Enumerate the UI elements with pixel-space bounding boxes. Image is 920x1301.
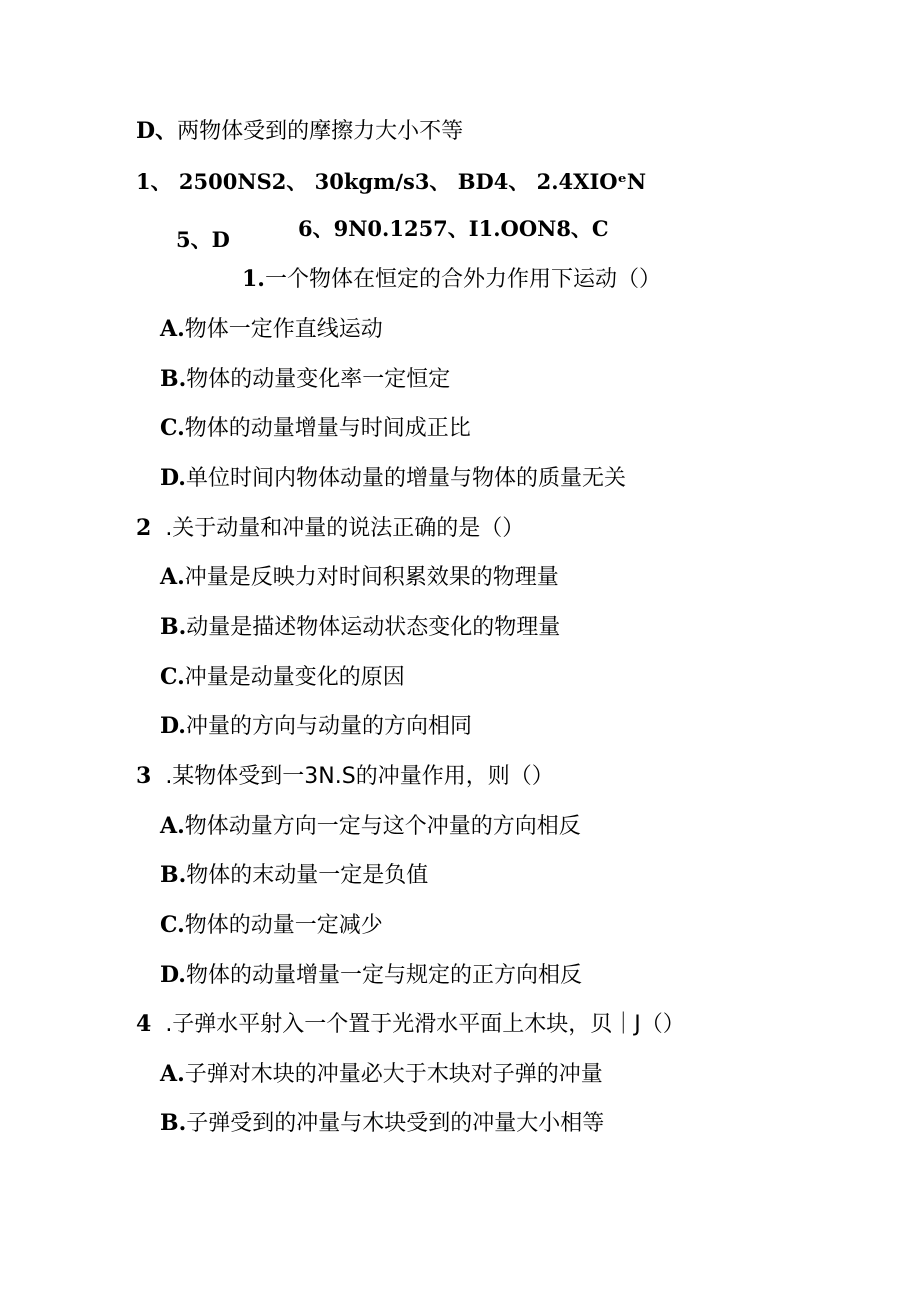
question-3-option-a (160, 813, 581, 840)
option-text: 子弹对木块的冲量必大于木块对子弹的冲量 (184, 1062, 603, 1087)
option-letter: D. (160, 962, 186, 988)
option-letter: C. (160, 664, 185, 690)
question-2-option-b (160, 614, 560, 641)
option-letter: D. (160, 713, 186, 739)
question-2-option-a (160, 564, 559, 591)
question-number: 4 (136, 1011, 152, 1037)
question-text: .子弹水平射入一个置于光滑水平面上木块，贝｜J（） (165, 1012, 685, 1037)
question-1-option-a (160, 316, 383, 343)
option-text: 两物体受到的摩擦力大小不等 (177, 119, 464, 144)
question-4-stem (136, 1011, 685, 1038)
option-text: 物体一定作直线运动 (184, 317, 383, 342)
option-text: 冲量是动量变化的原因 (184, 665, 405, 690)
question-2-stem (136, 515, 524, 542)
option-text: 动量是描述物体运动状态变化的物理量 (186, 615, 561, 640)
option-letter: A. (160, 1061, 185, 1087)
option-letter: A. (160, 813, 185, 839)
question-1-option-d (160, 465, 626, 492)
question-1-option-b (160, 366, 450, 393)
option-letter: A. (160, 316, 185, 342)
option-letter: B. (160, 1110, 187, 1136)
option-letter: C. (160, 912, 185, 938)
option-text: 子弹受到的冲量与木块受到的冲量大小相等 (186, 1111, 605, 1136)
question-3-stem (136, 763, 554, 790)
question-number: 1. (242, 266, 265, 292)
option-text: 物体的末动量一定是负值 (186, 863, 429, 888)
option-letter: B. (160, 862, 187, 888)
question-3-option-c (160, 912, 383, 939)
question-4-option-a (160, 1061, 603, 1088)
option-text: 单位时间内物体动量的增量与物体的质量无关 (185, 466, 626, 491)
option-letter: A. (160, 564, 185, 590)
prev-option-d (136, 118, 463, 145)
question-text: .某物体受到一3N.S的冲量作用，则（） (165, 764, 554, 789)
answers-line-2-left: 5、D (176, 227, 230, 252)
answers-line-2-right: 6、9N0.1257、I1.OON8、C (298, 216, 609, 241)
question-number: 2 (136, 515, 152, 541)
option-letter: C. (160, 415, 185, 441)
option-text: 冲量的方向与动量的方向相同 (185, 714, 472, 739)
option-letter: D、 (136, 118, 178, 144)
question-1-option-c (160, 415, 471, 442)
question-2-option-c (160, 664, 405, 691)
option-letter: D. (160, 465, 186, 491)
option-text: 物体的动量增量一定与规定的正方向相反 (185, 963, 582, 988)
option-text: 物体的动量增量与时间成正比 (184, 416, 471, 441)
question-4-option-b (160, 1110, 604, 1137)
option-text: 冲量是反映力对时间积累效果的物理量 (184, 565, 559, 590)
option-text: 物体的动量变化率一定恒定 (186, 367, 451, 392)
question-3-option-d (160, 962, 582, 989)
option-text: 物体的动量一定减少 (184, 913, 383, 938)
question-text: .关于动量和冲量的说法正确的是（） (165, 516, 525, 541)
question-number: 3 (136, 763, 152, 789)
option-letter: B. (160, 614, 187, 640)
question-2-option-d (160, 713, 472, 740)
question-1-stem (242, 266, 661, 293)
answers-line-1: 1、 2500NS2、 30kgm∕s3、 BD4、 2.4XIOᵉN (136, 169, 647, 194)
option-text: 物体动量方向一定与这个冲量的方向相反 (184, 814, 581, 839)
question-text: 一个物体在恒定的合外力作用下运动（） (264, 267, 661, 292)
option-letter: B. (160, 366, 187, 392)
question-3-option-b (160, 862, 428, 889)
